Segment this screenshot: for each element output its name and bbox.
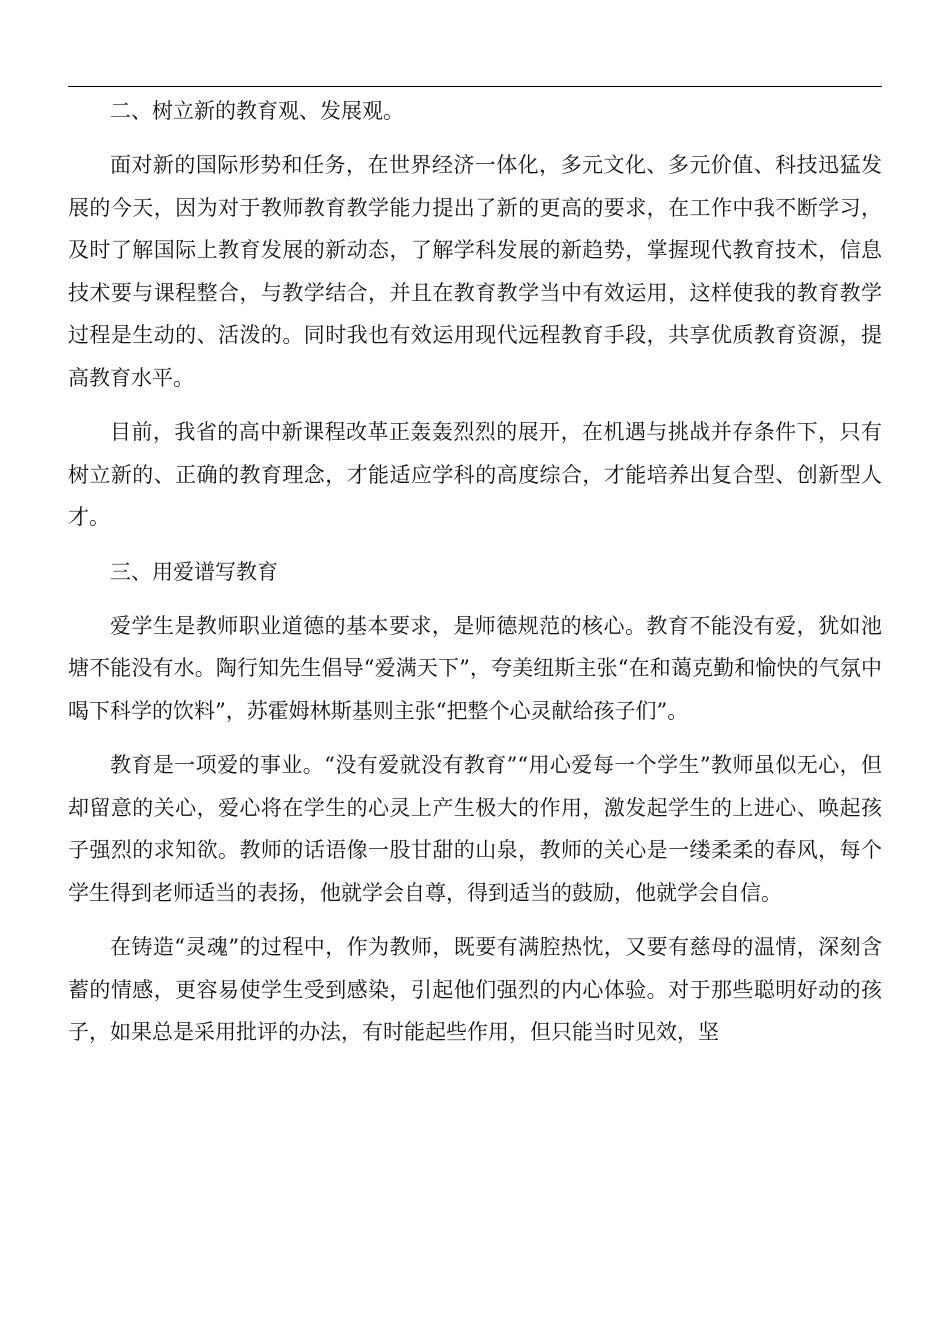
header-rule (68, 86, 882, 87)
paragraph: 目前，我省的高中新课程改革正轰轰烈烈的展开，在机遇与挑战并存条件下，只有树立新的、正确的教育理念，才能适应学科的高度综合，才能培养出复合型、创新型人才。 (68, 420, 882, 529)
section-heading-3: 三、用爱谱写教育 (110, 559, 278, 584)
paragraph: 教育是一项爱的事业。“没有爱就没有教育”“用心爱每一个学生”教师虽似无心，但却留意的关心，爱心将在学生的心灵上产生极大的作用，激发起学生的上进心、唤起孩子强烈的求知欲。教师的话语像一股甘甜的山泉，教师的关心是一缕柔柔的春风，每个学生得到老师适当的表扬，他就学会自尊，得到适当的鼓励，他就学会自信。 (68, 753, 882, 905)
paragraph: 爱学生是教师职业道德的基本要求，是师德规范的核心。教育不能没有爱，犹如池塘不能没有水。陶行知先生倡导“爱满天下”，夸美纽斯主张“在和蔼克勤和愉快的气氛中喝下科学的饮料”，苏霍姆林斯基则主张“把整个心灵献给孩子们”。 (68, 613, 882, 723)
section-heading-2: 二、树立新的教育观、发展观。 (110, 99, 404, 123)
document-body (68, 90, 882, 1066)
paragraph: 面对新的国际形势和任务，在世界经济一体化，多元文化、多元价值、科技迅猛发展的今天，因为对于教师教育教学能力提出了新的更高的要求，在工作中我不断学习，及时了解国际上教育发展的新动态，了解学科发展的新趋势，掌握现代教育技术，信息技术要与课程整合，与教学结合，并且在教育教学当中有效运用，这样使我的教育教学过程是生动的、活泼的。同时我也有效运用现代远程教育手段，共享优质教育资源，提高教育水平。 (68, 153, 882, 390)
paragraph: 在铸造“灵魂”的过程中，作为教师，既要有满腔热忱，又要有慈母的温情，深刻含蓄的情感，更容易使学生受到感染，引起他们强烈的内心体验。对于那些聪明好动的孩子，如果总是采用批评的办法，有时能起些作用，但只能当时见效，坚 (68, 935, 882, 1044)
